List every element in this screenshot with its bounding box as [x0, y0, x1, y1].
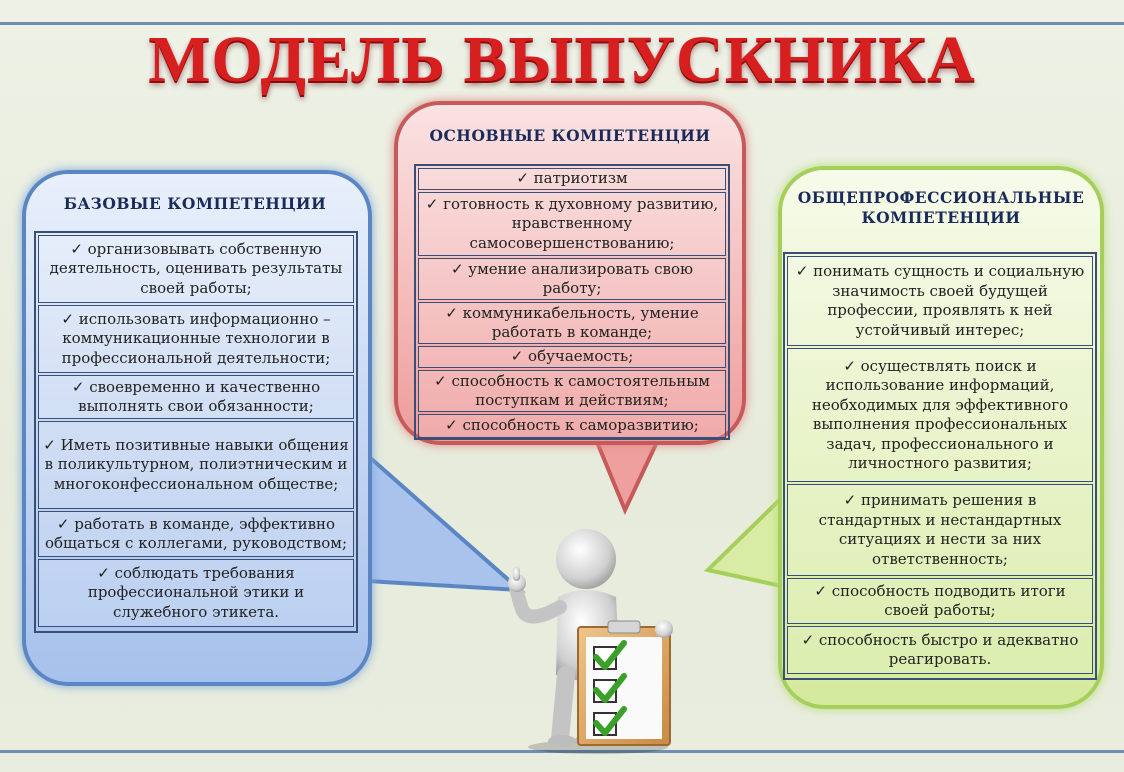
list-item: ✓ организовывать собственную деятельность, оценивать результаты своей работы; — [38, 235, 354, 303]
list-item: ✓ соблюдать требования профессиональной этики и служебного этикета. — [38, 559, 354, 627]
core-heading: ОСНОВНЫЕ КОМПЕТЕНЦИИ — [429, 126, 711, 145]
list-item: ✓ способность к саморазвитию; — [418, 414, 726, 438]
list-item: ✓ Иметь позитивные навыки общения в поликультурном, полиэтническим и многоконфессиональном обществе; — [38, 421, 354, 509]
list-item: ✓ готовность к духовному развитию, нравственному самосовершенствованию; — [418, 192, 726, 256]
core-list — [414, 164, 730, 440]
list-item: ✓ способность быстро и адекватно реагировать. — [787, 626, 1093, 674]
list-item: ✓ способность к самостоятельным поступкам и действиям; — [418, 370, 726, 412]
list-item: ✓ коммуникабельность, умение работать в команде; — [418, 302, 726, 344]
list-item: ✓ патриотизм — [418, 168, 726, 190]
list-item: ✓ осуществлять поиск и использование информаций, необходимых для эффективного выполнения профессиональных задач, профессионального и личностного развития; — [787, 348, 1093, 482]
general-list — [783, 252, 1097, 680]
page-title: МОДЕЛЬ ВЫПУСКНИКА — [148, 23, 976, 96]
general-heading: ОБЩЕПРОФЕССИОНАЛЬНЫЕ КОМПЕТЕНЦИИ — [797, 188, 1085, 227]
list-item: ✓ способность подводить итоги своей работы; — [787, 578, 1093, 624]
list-item: ✓ умение анализировать свою работу; — [418, 258, 726, 300]
list-item: ✓ работать в команде, эффективно общаться с коллегами, руководством; — [38, 511, 354, 557]
list-item: ✓ принимать решения в стандартных и нестандартных ситуациях и нести за них ответственность; — [787, 484, 1093, 576]
list-item: ✓ понимать сущность и социальную значимость своей будущей профессии, проявлять к ней устойчивый интерес; — [787, 256, 1093, 346]
basic-list — [34, 231, 358, 633]
list-item: ✓ своевременно и качественно выполнять свои обязанности; — [38, 375, 354, 419]
list-item: ✓ использовать информационно – коммуникационные технологии в профессиональной деятельности; — [38, 305, 354, 373]
basic-heading: БАЗОВЫЕ КОМПЕТЕНЦИИ — [63, 194, 327, 213]
list-item: ✓ обучаемость; — [418, 346, 726, 368]
figure-with-checklist-illustration — [508, 525, 688, 755]
